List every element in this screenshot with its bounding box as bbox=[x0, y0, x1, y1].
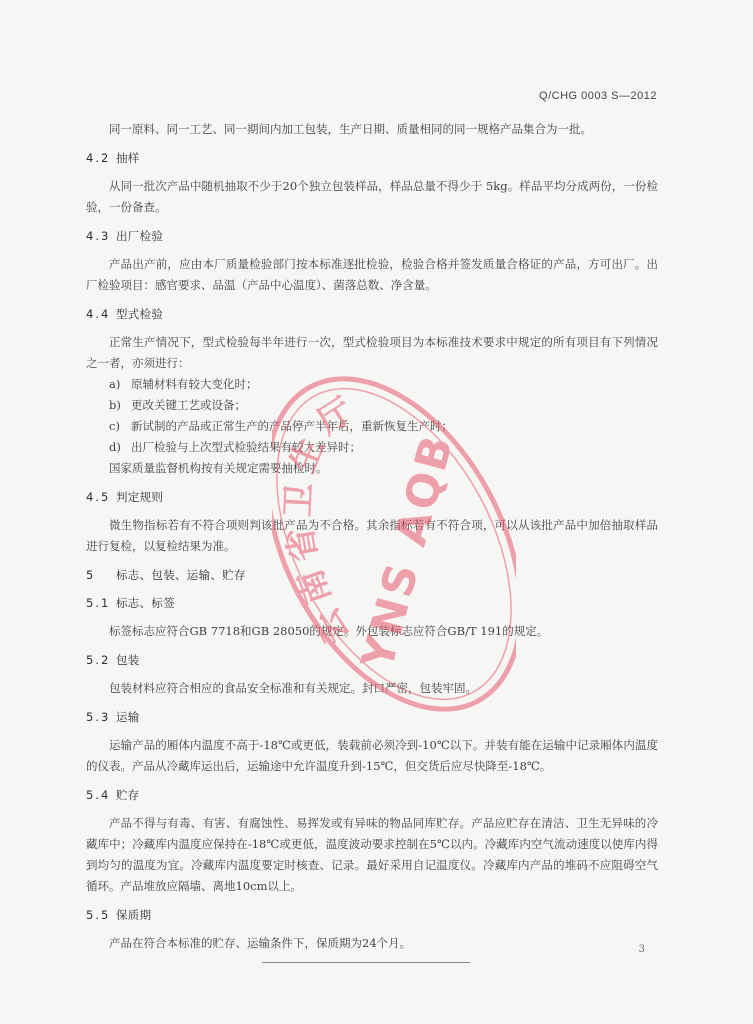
storage-paragraph: 产品不得与有毒、有害、有腐蚀性、易挥发或有异味的物品同库贮存。产品应贮存在清洁、卫生无异味的冷藏库中；冷藏库内温度应保持在-18℃或更低，温度波动要求控制在5℃以内。冷藏库内空气流动速度以使库内得到均匀的温度为宜。冷藏库内温度要定时核查、记录。最好采用自记温度仪。冷藏库内产品的堆码不应阻碍空气循环。产品堆放应隔墙、离地10cm以上。 bbox=[86, 816, 658, 893]
batch-definition-paragraph: 同一原料、同一工艺、同一期间内加工包装，生产日期、质量相同的同一规格产品集合为一批。 bbox=[109, 122, 592, 136]
list-text: 原辅材料有较大变化时； bbox=[131, 377, 258, 391]
seal-center-text: YNS AQB bbox=[352, 427, 464, 675]
section-5-3-heading bbox=[86, 707, 658, 728]
section-number: 4.3 bbox=[86, 229, 111, 243]
transport-paragraph: 运输产品的厢体内温度不高于-18℃或更低，装载前必须冷到-10℃以下。并装有能在运输中记录厢体内温度的仪表。产品从冷藏库运出后，运输途中允许温度升到-15℃，但交货后应尽快降至-18℃。 bbox=[86, 738, 658, 773]
section-title: 保质期 bbox=[116, 908, 152, 922]
section-number: 4.4 bbox=[86, 307, 111, 321]
seal-arc-text: 云南省卫生厅 bbox=[278, 386, 368, 651]
section-5-5-heading bbox=[86, 905, 658, 926]
section-title: 判定规则 bbox=[116, 490, 164, 504]
judgment-rules-paragraph: 微生物指标若有不符合项则判该批产品为不合格。其余指标若有不符合项，可以从该批产品中加倍抽取样品进行复检，以复检结果为准。 bbox=[86, 518, 658, 553]
section-number: 5.4 bbox=[86, 788, 111, 802]
section-number: 5.1 bbox=[86, 596, 111, 610]
list-tail-text: 国家质量监督机构按有关规定需要抽检时。 bbox=[109, 461, 328, 475]
section-title: 运输 bbox=[116, 710, 140, 724]
section-number: 5 bbox=[86, 568, 96, 582]
footer-divider bbox=[262, 962, 470, 963]
section-5-1-heading bbox=[86, 593, 658, 614]
factory-inspection-paragraph: 产品出产前，应由本厂质量检验部门按本标准逐批检验，检验合格并签发质量合格证的产品，方可出厂。出厂检验项目：感官要求、品温（产品中心温度）、菌落总数、净含量。 bbox=[86, 257, 658, 292]
section-4-2-heading bbox=[86, 148, 658, 169]
section-4-5-heading bbox=[86, 487, 658, 508]
packaging-paragraph: 包装材料应符合相应的食品安全标准和有关规定。封口严密，包装牢固。 bbox=[109, 681, 477, 695]
list-item bbox=[86, 437, 658, 458]
list-text: 出厂检验与上次型式检验结果有较大差异时； bbox=[131, 440, 361, 454]
page-number: 3 bbox=[638, 944, 645, 955]
sampling-paragraph: 从同一批次产品中随机抽取不少于20个独立包装样品，样品总量不得少于 5kg。样品平均分成两份，一份检验，一份备查。 bbox=[86, 179, 658, 214]
section-title: 出厂检验 bbox=[116, 229, 164, 243]
shelf-life-paragraph: 产品在符合本标准的贮存、运输条件下，保质期为24个月。 bbox=[109, 936, 412, 950]
section-number: 5.2 bbox=[86, 653, 111, 667]
section-title: 抽样 bbox=[116, 151, 140, 165]
standard-code: Q/CHG 0003 S—2012 bbox=[539, 90, 657, 102]
list-marker: a) bbox=[109, 377, 121, 391]
section-number: 5.3 bbox=[86, 710, 111, 724]
list-marker: d) bbox=[109, 440, 121, 454]
section-title: 标志、包装、运输、贮存 bbox=[116, 568, 246, 582]
section-4-4-heading bbox=[86, 304, 658, 325]
section-number: 5.5 bbox=[86, 908, 111, 922]
section-title: 标志、标签 bbox=[116, 596, 175, 610]
section-title: 包装 bbox=[116, 653, 140, 667]
type-inspection-paragraph: 正常生产情况下，型式检验每半年进行一次，型式检验项目为本标准技术要求中规定的所有项目有下列情况之一者，亦须进行： bbox=[86, 335, 658, 370]
list-marker: c) bbox=[109, 419, 120, 433]
section-title: 型式检验 bbox=[116, 307, 164, 321]
list-item bbox=[86, 416, 658, 437]
section-5-2-heading bbox=[86, 650, 658, 671]
section-5-4-heading bbox=[86, 785, 658, 806]
section-title: 贮存 bbox=[116, 788, 140, 802]
document-body bbox=[86, 119, 658, 954]
list-item bbox=[86, 374, 658, 395]
labeling-paragraph: 标签标志应符合GB 7718和GB 28050的规定。外包装标志应符合GB/T 191的规定。 bbox=[109, 624, 549, 638]
section-number: 4.2 bbox=[86, 151, 111, 165]
list-text: 更改关键工艺或设备； bbox=[131, 398, 246, 412]
list-text: 新试制的产品或正常生产的产品停产半年后，重新恢复生产时； bbox=[131, 419, 453, 433]
list-marker: b) bbox=[109, 398, 121, 412]
list-item bbox=[86, 395, 658, 416]
section-4-3-heading bbox=[86, 226, 658, 247]
section-5-heading bbox=[86, 565, 658, 586]
section-number: 4.5 bbox=[86, 490, 111, 504]
